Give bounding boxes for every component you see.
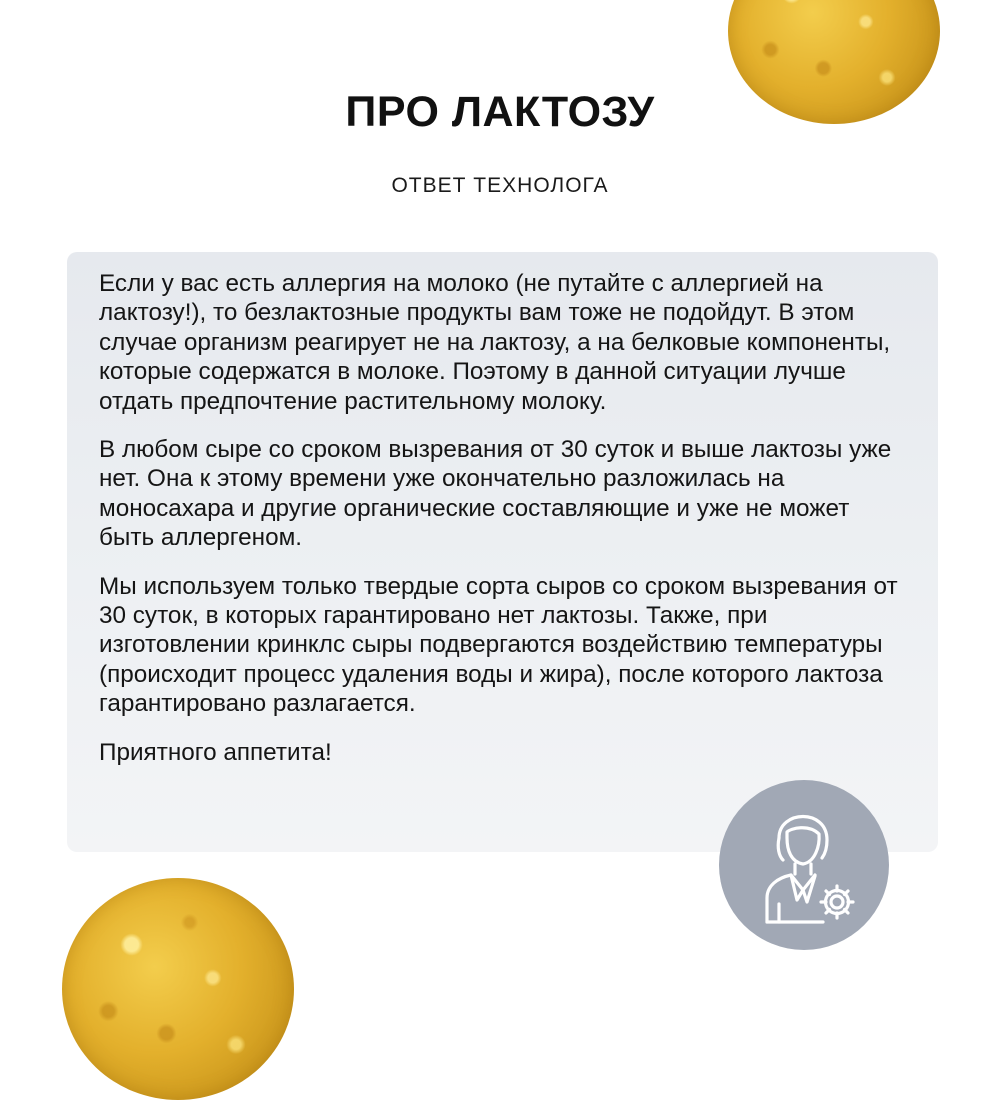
page-title: ПРО ЛАКТОЗУ: [345, 88, 655, 136]
answer-paragraph-1: Если у вас есть аллергия на молоко (не путайте с аллергией на лактозу!), то безлактозные продукты вам тоже не подойдут. В этом случае организм реагирует не на лактозу, а на белковые компоненты, которые содержатся в молоке. Поэтому в данной ситуации лучше отдать предпочтение растительному молоку.: [99, 270, 891, 415]
technologist-gear-icon: [719, 780, 889, 950]
technologist-badge: [719, 780, 889, 950]
cheese-crisp-image-bottom: [62, 878, 294, 1100]
page-subtitle: ОТВЕТ ТЕХНОЛОГА: [391, 174, 609, 197]
answer-card: [67, 252, 938, 852]
answer-paragraph-3: Мы используем только твердые сорта сыров со сроком вызревания от 30 суток, в которых гарантировано нет лактозы. Также, при изготовлении кринклс сыры подвергаются воздействию температуры (происходит процесс удаления воды и жира), после которого лактоза гарантировано разлагается.: [99, 572, 898, 718]
answer-closing: Приятного аппетита!: [99, 738, 332, 766]
answer-paragraph-2: В любом сыре со сроком вызревания от 30 суток и выше лактозы уже нет. Она к этому времени уже окончательно разложилась на моносахара и другие органические составляющие и уже не может быть аллергеном.: [99, 436, 892, 552]
